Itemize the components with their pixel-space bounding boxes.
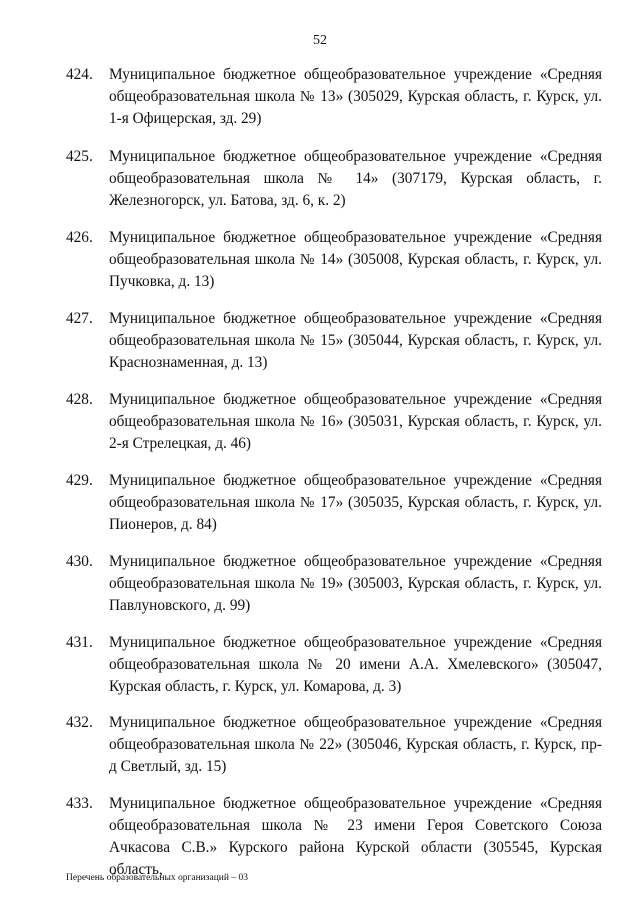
entry-text: Муниципальное бюджетное общеобразовательное учреждение «Средняя общеобразовательная школа № 17» (305035, Курская область, г. Курск, ул. Пионеров, д. 84): [109, 472, 602, 533]
entry-number: 433.: [66, 795, 93, 812]
entry-number: 424.: [66, 66, 93, 83]
entry-text: Муниципальное бюджетное общеобразовательное учреждение «Средняя общеобразовательная школа № 23 имени Героя Советского Союза Ачкасова С.В.» Курского района Курской области (305545, Курская область,: [109, 795, 602, 878]
entry-number: 429.: [66, 472, 93, 489]
entry-number: 432.: [66, 714, 93, 731]
entry-number: 430.: [66, 553, 93, 570]
entry-text: Муниципальное бюджетное общеобразовательное учреждение «Средняя общеобразовательная школа № 16» (305031, Курская область, г. Курск, ул. 2-я Стрелецкая, д. 46): [109, 391, 602, 452]
entry-text: Муниципальное бюджетное общеобразовательное учреждение «Средняя общеобразовательная школа № 20 имени А.А. Хмелевского» (305047, Курская область, г. Курск, ул. Комарова, д. 3): [109, 634, 602, 695]
entry-text: Муниципальное бюджетное общеобразовательное учреждение «Средняя общеобразовательная школа № 22» (305046, Курская область, г. Курск, пр-д Светлый, зд. 15): [109, 714, 602, 775]
page-number: 52: [313, 33, 327, 48]
entry-number: 427.: [66, 310, 93, 327]
entry-number: 428.: [66, 391, 93, 408]
entry-number: 425.: [66, 148, 93, 165]
entry-number: 431.: [66, 634, 93, 651]
entry-text: Муниципальное бюджетное общеобразовательное учреждение «Средняя общеобразовательная школа № 15» (305044, Курская область, г. Курск, ул. Краснознаменная, д. 13): [109, 310, 602, 371]
entry-text: Муниципальное бюджетное общеобразовательное учреждение «Средняя общеобразовательная школа № 14» (305008, Курская область, г. Курск, ул. Пучковка, д. 13): [109, 229, 602, 290]
page-footer: Перечень образовательных организаций – 03: [66, 873, 248, 883]
entry-text: Муниципальное бюджетное общеобразовательное учреждение «Средняя общеобразовательная школа № 19» (305003, Курская область, г. Курск, ул. Павлуновского, д. 99): [109, 553, 602, 614]
entry-number: 426.: [66, 229, 93, 246]
entry-text: Муниципальное бюджетное общеобразовательное учреждение «Средняя общеобразовательная школа № 14» (307179, Курская область, г. Железногорск, ул. Батова, зд. 6, к. 2): [109, 148, 602, 209]
entry-text: Муниципальное бюджетное общеобразовательное учреждение «Средняя общеобразовательная школа № 13» (305029, Курская область, г. Курск, ул. 1-я Офицерская, зд. 29): [109, 66, 602, 127]
